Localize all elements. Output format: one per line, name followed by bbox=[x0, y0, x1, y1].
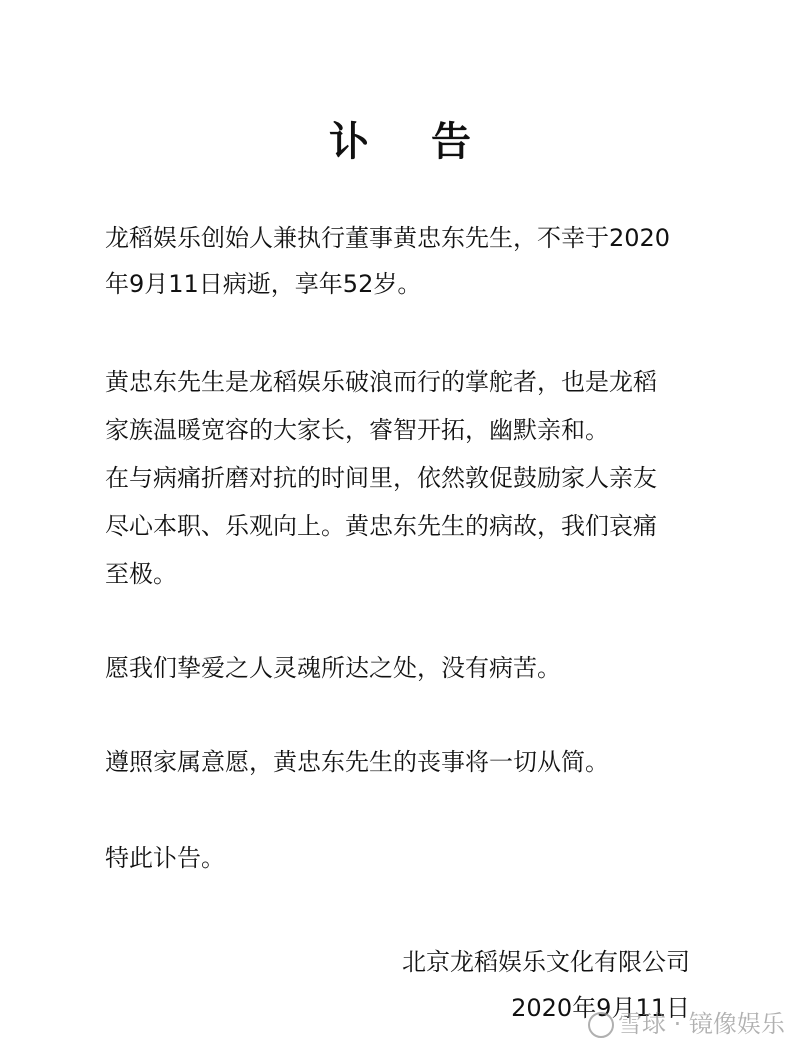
paragraph-2-line-2: 家族温暖宽容的大家长，睿智开拓，幽默亲和。 bbox=[105, 416, 609, 444]
paragraph-3: 愿我们挚爱之人灵魂所达之处，没有病苦。 bbox=[105, 654, 561, 682]
watermark-text: 雪球 · 镜像娱乐 bbox=[618, 1010, 785, 1038]
watermark bbox=[588, 1004, 785, 1039]
paragraph-1-line-2: 年9月11日病逝，享年52岁。 bbox=[105, 270, 422, 298]
signature-date: 2020年9月11日 bbox=[511, 994, 690, 1022]
paragraph-2-line-3: 在与病痛折磨对抗的时间里，依然敦促鼓励家人亲友 bbox=[105, 464, 657, 492]
paragraph-4: 遵照家属意愿，黄忠东先生的丧事将一切从简。 bbox=[105, 748, 609, 776]
snowball-logo-icon bbox=[588, 1012, 614, 1038]
paragraph-5: 特此讣告。 bbox=[105, 844, 225, 872]
paragraph-2-line-4: 尽心本职、乐观向上。黄忠东先生的病故，我们哀痛 bbox=[105, 512, 657, 540]
paragraph-2-line-5: 至极。 bbox=[105, 560, 177, 588]
paragraph-2-line-1: 黄忠东先生是龙稻娱乐破浪而行的掌舵者，也是龙稻 bbox=[105, 368, 657, 396]
signature-company: 北京龙稻娱乐文化有限公司 bbox=[402, 948, 690, 976]
paragraph-1-line-1: 龙稻娱乐创始人兼执行董事黄忠东先生，不幸于2020 bbox=[105, 224, 671, 252]
page-title: 讣 告 bbox=[329, 119, 495, 165]
